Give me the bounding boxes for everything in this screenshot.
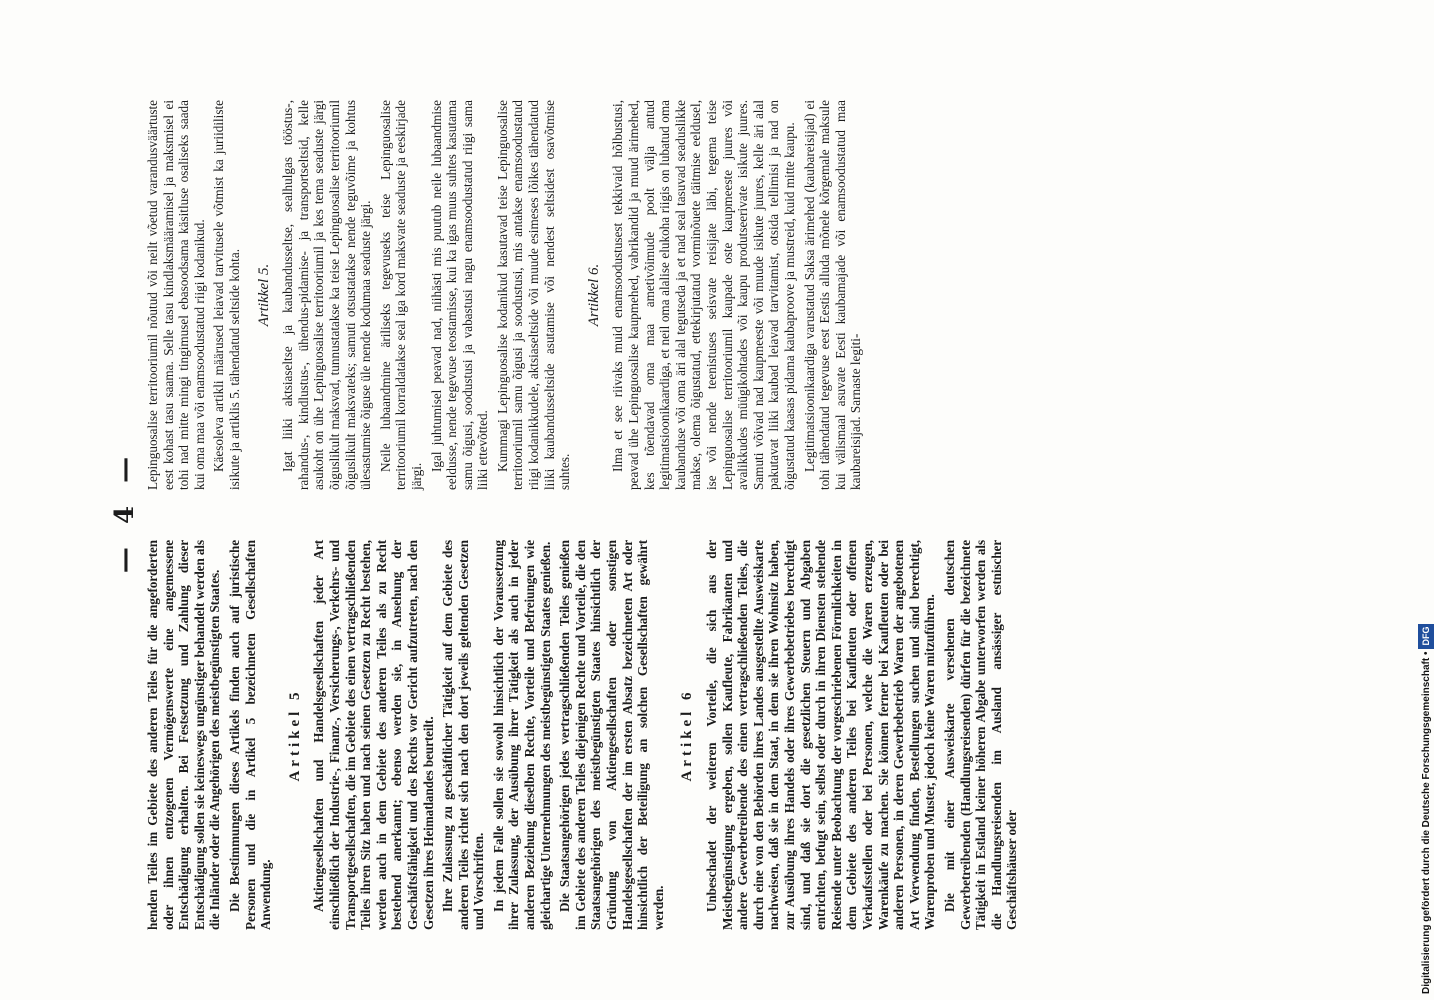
german-paragraph: Unbeschadet der weiteren Vorteile, die sich aus der Meistbegünstigung ergeben, sollen Kaufleute, Fabrikanten und andere Gewerbetreibende des einen vertragschließenden Teiles, die durch eine von den Behörden ihres Landes ausgestellte Ausweiskarte nachweisen, daß sie in dem Staat, in dem sie ihren Wohnsitz haben, zur Ausübung ihres Handels oder ihres Gewerbebetriebes berechtigt sind, und daß sie dort die gesetzlichen Steuern und Abgaben entrichten, befugt sein, selbst oder durch in ihren Diensten stehende Reisende unter Beobachtung der vorgeschriebenen Förmlichkeiten in dem Gebiete des anderen Teiles bei Kaufleuten oder offenen Verkaufsstellen oder bei Personen, welche die Waren erzeugen, Warenkäufe zu machen. Sie können ferner bei Kaufleuten oder bei anderen Personen, in deren Gewerbebetrieb Waren der angebotenen Art Verwendung finden, Bestellungen suchen und sind berechtigt, Warenproben und Muster, jedoch keine Waren mitzuführen.	[704, 540, 938, 930]
digitization-credit	[1418, 0, 1434, 1000]
german-paragraph: Die Bestimmungen dieses Artikels finden auch auf juristische Personen und die in Artikel 5 bezeichneten Gesellschaften Anwendung.	[226, 540, 274, 930]
document-sheet	[110, 90, 1410, 940]
page-number: 4	[110, 505, 140, 525]
estonian-article-heading: Artikkel 6.	[585, 263, 602, 327]
header-dash-left: —	[110, 547, 140, 574]
german-paragraph: henden Teiles im Gebiete des anderen Teiles für die angeforderten oder ihnen entzogenen Vermögenswerte eine angemessene Entschädigung erhalten. Bei Festsetzung und Zahlung dieser Entschädigung sollen sie keineswegs ungünstiger behandelt werden als die Inländer oder die Angehörigen des meistbegünstigten Staates.	[145, 540, 223, 930]
estonian-column	[145, 100, 868, 490]
german-paragraph: In jedem Falle sollen sie sowohl hinsichtlich der Voraussetzung ihrer Zulassung, der Ausübung ihrer Tätigkeit als auch in jeder anderen Beziehung dieselben Rechte, Vorteile und Befreiungen wie gleichartige Unternehmungen des meistbegünstigten Staates genießen.	[490, 540, 553, 930]
german-paragraph: Die mit einer Ausweiskarte versehenen deutschen Gewerbetreibenden (Handlungsreisenden) dürfen für die bezeichnete Tätigkeit in Estland keiner höheren Abgabe unterworfen werden als die Handlungsreisenden im Ausland ansässiger estnischer Geschäftshäuser oder	[941, 540, 1020, 930]
credit-text: Digitalisierung gefördert durch die Deutsche Forschungsgemeinschaft •	[1421, 651, 1432, 994]
estonian-paragraph: Kummagi Lepinguosalise kodanikud kasutavad teise Lepinguosalise territooriumil samu õigusi ja soodustusi, mis antakse enamsoodustatud riigi kodanikkudele, aktsiaseltside või muude esimeses lõikes tähendatud liiki kaubandusseltside asutamise või nendest seltsidest osavõtmise suhtes.	[494, 100, 573, 490]
estonian-paragraph: Käesoleva artikli määrused leiavad tarvitusele võtmist ka juriidiliste isikute ja artiklis 5. tähendatud seltside kohta.	[211, 100, 242, 490]
page-header	[110, 90, 150, 940]
german-column	[145, 540, 1024, 930]
estonian-paragraph: Lepinguosalise territooriumil nõutud või neilt võetud varandusväärtuste eest kohast tasu saama. Selle tasu kindlaksmääramisel ja maksmisel ei tohi nad mitte mingi tingimusel ebasoodsama käsitluse osaliseks saada kui oma maa või enamsoodustatud riigi kodanikud.	[145, 100, 207, 490]
rotated-content	[110, 90, 1410, 940]
estonian-paragraph: Igat liiki aktsiaseltse ja kaubandusseltse, sealhulgas tööstus-, rahandus-, kindlustus-, ühendus-pidamise- ja transportseltsid, kelle asukoht on ühe Lepinguosalise territooriumil ja kes tema seaduste järgi õiguslikult maksvad, tunnustatakse ka teise Lepinguosalise territooriumil õiguslikult maksvateks; samuti otsustatakse nende teguvõime ja kohtus ülesastumise õiguse üle nende kodumaa seaduste järgi.	[280, 100, 374, 490]
dfg-logo: DFG	[1418, 624, 1434, 649]
estonian-paragraph: Neile lubaandmine äriliseks tegevuseks teise Lepinguosalise territooriumil korraldatakse seal iga kord maksvate seaduste ja eeskirjade järgi.	[377, 100, 424, 490]
german-paragraph: Die Staatsangehörigen jedes vertragschließenden Teiles genießen im Gebiete des anderen Teiles diejenigen Rechte und Vorteile, die den Staatsangehörigen des meistbegünstigten Staates hinsichtlich der Gründung von Aktiengesellschaften oder sonstigen Handelsgesellschaften der im ersten Absatz bezeichneten Art oder hinsichtlich der Beteiligung an solchen Gesellschaften gewährt werden.	[557, 540, 666, 930]
estonian-paragraph: Legitimatsioonikaardiga varustatud Saksa ärimehed (kaubareisijad) ei tohi tähendatud tegevuse eest Eestis alluda mõnele kõrgemale maksule kui välismaal asuvate Eesti kaubamajade või enamsoodustatud maa kaubareisijad. Sarnaste legiti-	[801, 100, 864, 490]
german-paragraph: Aktiengesellschaften und Handelsgesellschaften jeder Art einschließlich der Industrie-, Finanz-, Versicherungs-, Verkehrs- und Transportgesellschaften, die im Gebiete des einen vertragschließenden Teiles ihren Sitz haben und nach seinen Gesetzen zu Recht bestehen, werden auch in dem Gebiete des anderen Teiles als zu Recht bestehend anerkannt; ebenso werden sie, in Ansehung der Geschäftsfähigkeit und des Rechts vor Gericht aufzutreten, nach den Gesetzen ihres Heimatlandes beurteilt.	[311, 540, 436, 930]
german-paragraph: Ihre Zulassung zu geschäftlicher Tätigkeit auf dem Gebiete des anderen Teiles richtet sich nach den dort jeweils geltenden Gesetzen und Vorschriften.	[440, 540, 487, 930]
estonian-paragraph: Ilma et see riivaks muid enamsoodustusest tekkivaid hõlbustusi, peavad ühe Lepinguosalise kaupmehed, vabrikandid ja muud ärimehed, kes tõendavad oma maa ametivõimude poolt välja antud legitimatsioonikaardiga, et neil oma alalise elukoha riigis on lubatud oma kaubanduse või oma äri alal tegutseda ja et nad seal tasuvad seaduslikke makse, olema õigustatud, ettekirjutatud vorminõuete täitmise eeldusel, ise või nende teenistuses seisvate reisijate läbi, tegema teise Lepinguosalise territooriumil kaupade oste kaupmeeste juures või avalikkudes müügikohtades või kaupu produtseerivate isikute juures. Samuti võivad nad kaupmeeste või muude isikute juures, kelle äri alal pakutavat liiki kaubad leiavad tarvitamist, otsida tellimisi ja nad on õigustatud kaasas pidama kaubaproove ja mustreid, kuid mitte kaupu.	[610, 100, 797, 490]
german-article-heading: Artikel 6	[679, 688, 696, 782]
header-dash-right: —	[110, 456, 140, 483]
estonian-paragraph: Igal juhtumisel peavad nad, niihästi mis puutub neile lubaandmise eeldusse, nende tegevuse teostamisse, kui ka igas muus suhtes kasutama samu õigusi, soodustusi ja vabastusi nagu enamsoodustatud riigi sama liiki ettevõtted.	[428, 100, 491, 490]
estonian-article-heading: Artikkel 5.	[255, 263, 272, 327]
german-article-heading: Artikel 5	[286, 688, 303, 782]
